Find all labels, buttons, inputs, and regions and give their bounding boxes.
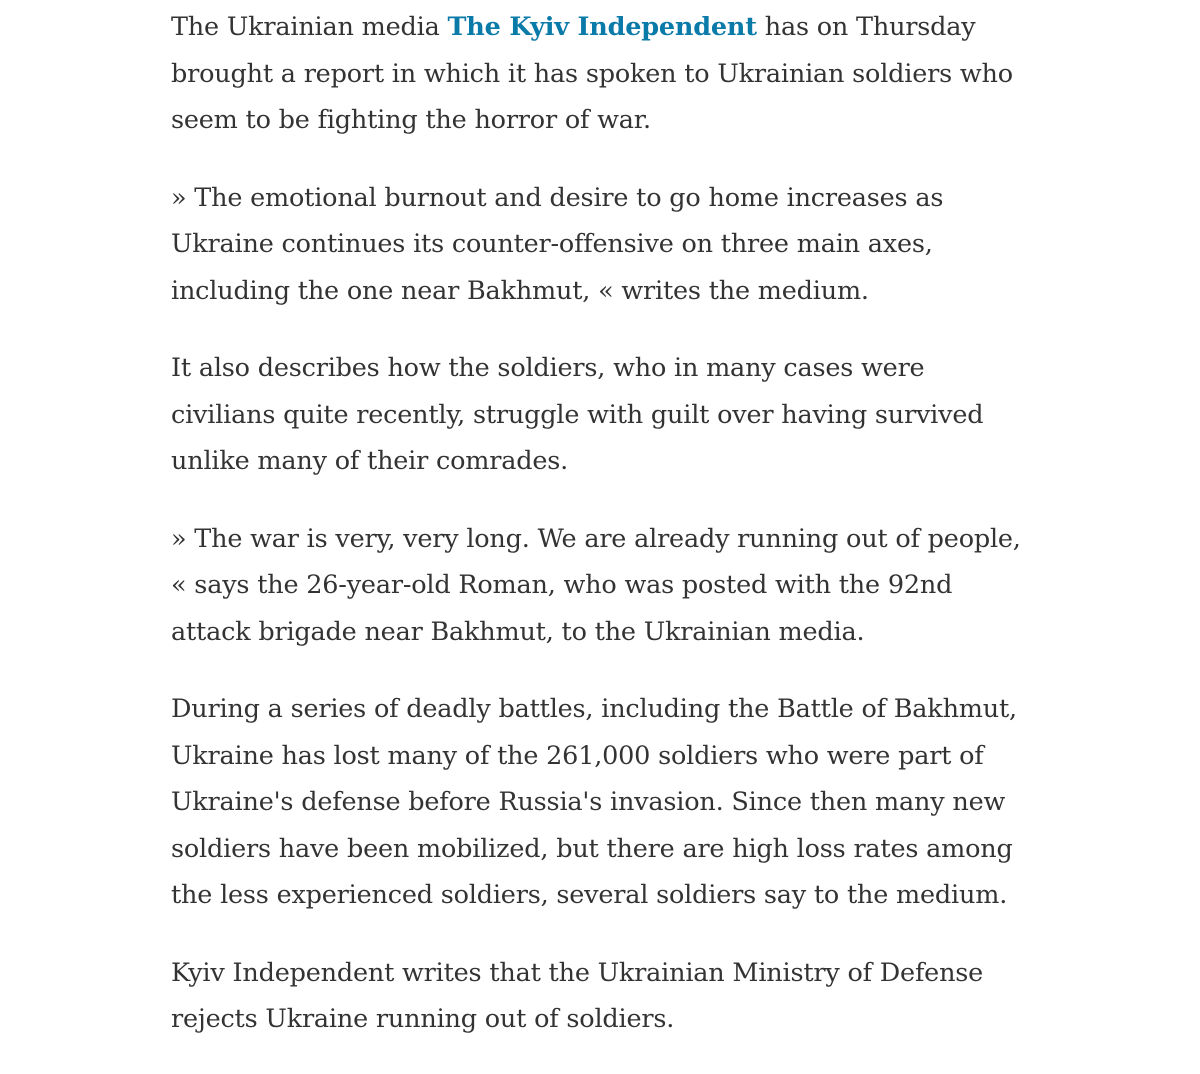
paragraph-6: Kyiv Independent writes that the Ukrainian Ministry of Defense rejects Ukraine running out of soldiers.	[171, 957, 984, 1034]
paragraph-1	[171, 4, 1031, 144]
paragraph-4: » The war is very, very long. We are already running out of people, « says the 26-year-old Roman, who was posted with the 92nd attack brigade near Bakhmut, to the Ukrainian media.	[171, 523, 1021, 647]
kyiv-independent-link[interactable]: The Kyiv Independent	[447, 12, 757, 42]
paragraph-3: It also describes how the soldiers, who in many cases were civilians quite recently, struggle with guilt over having survived unlike many of their comrades.	[171, 353, 984, 476]
paragraph-2: » The emotional burnout and desire to go home increases as Ukraine continues its counter-offensive on three main axes, including the one near Bakhmut, « writes the medium.	[171, 182, 944, 306]
article-body	[171, 4, 1031, 1074]
paragraph-1-rest: has on Thursday brought a report in which it has spoken to Ukrainian soldiers who seem to be fighting the horror of war.	[171, 12, 1013, 135]
paragraph-1-lead: The Ukrainian media	[171, 12, 448, 42]
paragraph-5: During a series of deadly battles, including the Battle of Bakhmut, Ukraine has lost many of the 261,000 soldiers who were part of Ukraine's defense before Russia's invasion. Since then many new soldiers have been mobilized, but there are high loss rates among the less experienced soldiers, several soldiers say to the medium.	[171, 694, 1017, 910]
